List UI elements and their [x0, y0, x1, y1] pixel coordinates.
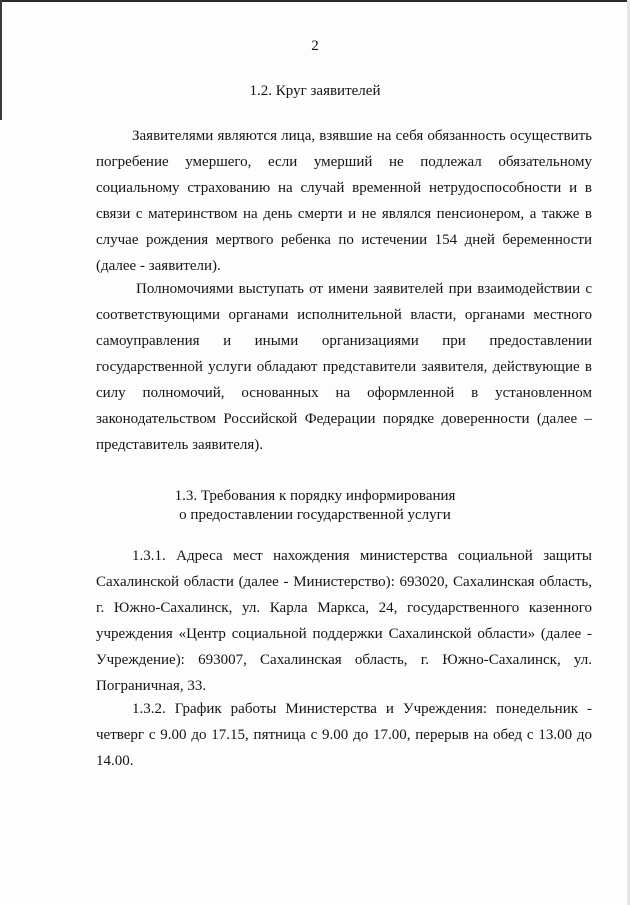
paragraph-representatives	[96, 276, 592, 458]
section-heading-1-2: 1.2. Круг заявителей	[249, 83, 381, 99]
page-number: 2	[311, 38, 319, 54]
text-line: связи с материнством на день смерти и не являлся пенсионером, а также в	[96, 206, 592, 222]
text-line: погребение умершего, если умерший не подлежал обязательному	[96, 154, 592, 170]
paragraph-schedule	[96, 696, 592, 774]
text-line: соответствующими органами исполнительной власти, органами местного	[96, 307, 592, 323]
text-line: силу полномочий, основанных на оформленной в установленном	[96, 385, 592, 401]
paragraph-addresses	[96, 543, 592, 699]
text-line: 1.3.2. График работы Министерства и Учреждения: понедельник -	[132, 701, 592, 717]
section-heading-1-3-line-1: 1.3. Требования к порядку информирования	[174, 488, 456, 504]
text-line: (далее - заявители).	[96, 258, 221, 274]
text-line: социальному страхованию на случай временной нетрудоспособности и в	[96, 180, 592, 196]
text-line: Заявителями являются лица, взявшие на себя обязанность осуществить	[132, 128, 592, 144]
text-line: самоуправления и иными организациями при предоставлении	[96, 333, 592, 349]
text-line: Пограничная, 33.	[96, 678, 207, 694]
scan-edge-left	[0, 0, 2, 120]
text-line: четверг с 9.00 до 17.15, пятница с 9.00 до 17.00, перерыв на обед с 13.00 до	[96, 727, 592, 743]
text-line: Сахалинской области (далее - Министерство): 693020, Сахалинская область,	[96, 574, 592, 590]
text-line: представитель заявителя).	[96, 437, 264, 453]
scan-edge-top	[0, 0, 630, 2]
text-line: учреждения «Центр социальной поддержки Сахалинской области» (далее -	[96, 626, 592, 642]
text-line: Учреждение): 693007, Сахалинская область, г. Южно-Сахалинск, ул.	[96, 652, 592, 668]
text-line: 14.00.	[96, 753, 134, 769]
text-line: 1.3.1. Адреса мест нахождения министерства социальной защиты	[132, 548, 592, 564]
text-line: Полномочиями выступать от имени заявителей при взаимодействии с	[136, 281, 592, 297]
text-line: случае рождения мертвого ребенка по истечении 154 дней беременности	[96, 232, 592, 248]
paragraph-applicants	[96, 123, 592, 279]
section-heading-1-3-line-2: о предоставлении государственной услуги	[179, 507, 451, 523]
text-line: государственной услуги обладают представители заявителя, действующие в	[96, 359, 592, 375]
text-line: законодательством Российской Федерации порядке доверенности (далее –	[96, 411, 592, 427]
text-line: г. Южно-Сахалинск, ул. Карла Маркса, 24, государственного казенного	[96, 600, 592, 616]
